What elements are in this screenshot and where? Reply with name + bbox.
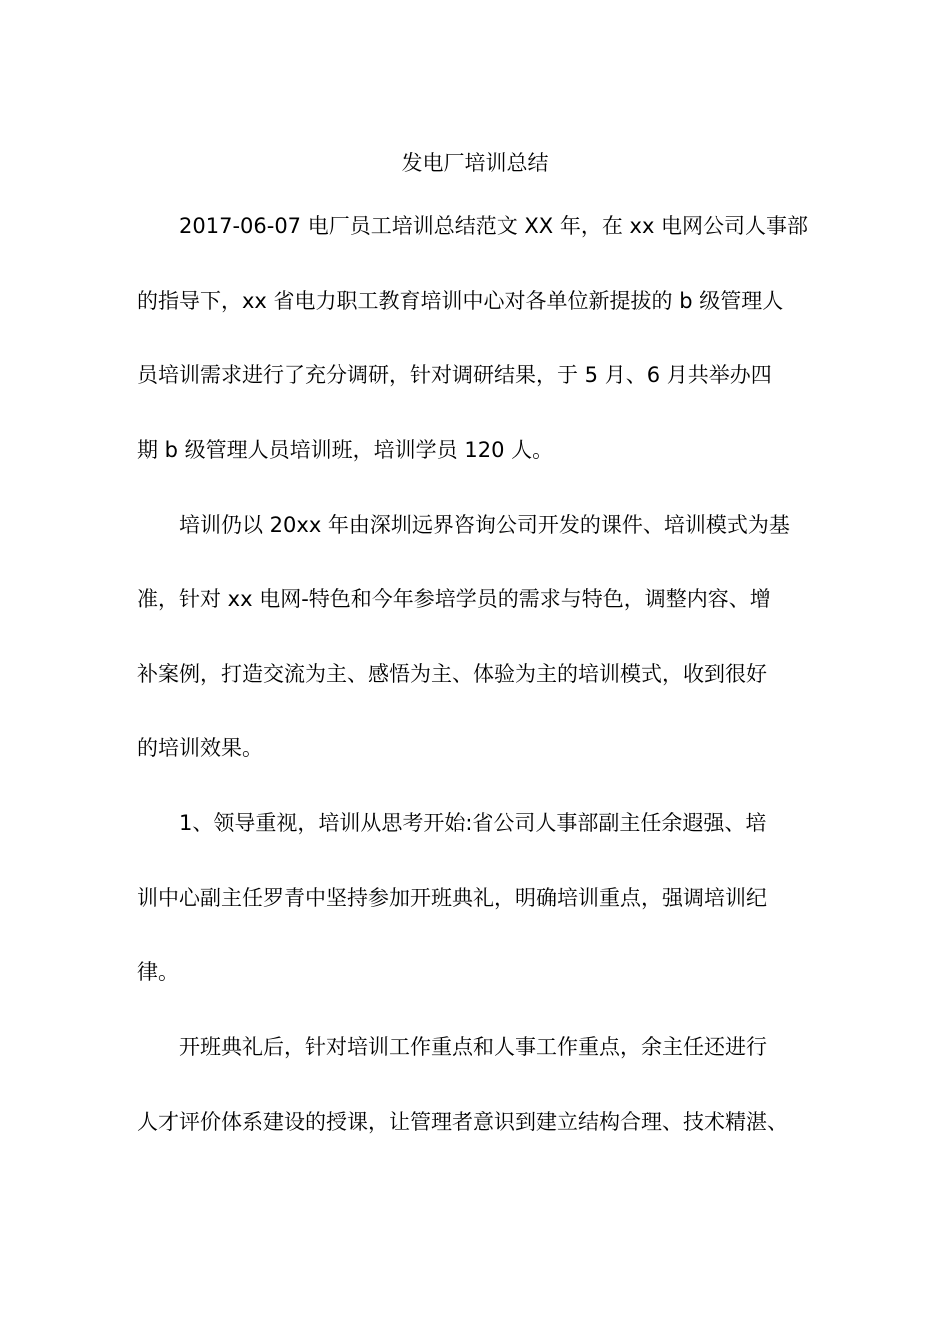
paragraph-line: 人才评价体系建设的授课，让管理者意识到建立结构合理、技术精湛、 (137, 1110, 788, 1134)
paragraph-line: 员培训需求进行了充分调研，针对调研结果，于 5 月、6 月共举办四 (137, 363, 772, 387)
paragraph-line: 训中心副主任罗青中坚持参加开班典礼，明确培训重点，强调培训纪 (137, 886, 767, 910)
paragraph-line: 律。 (137, 960, 179, 984)
paragraph-line: 准，针对 xx 电网-特色和今年参培学员的需求与特色，调整内容、增 (137, 587, 771, 611)
paragraph-line: 的指导下，xx 省电力职工教育培训中心对各单位新提拔的 b 级管理人 (137, 289, 784, 313)
paragraph-line: 2017-06-07 电厂员工培训总结范文 XX 年，在 xx 电网公司人事部 (179, 214, 809, 238)
paragraph-line: 补案例，打造交流为主、感悟为主、体验为主的培训模式，收到很好 (137, 662, 767, 686)
document-title: 发电厂培训总结 (401, 151, 549, 175)
paragraph-line: 的培训效果。 (137, 736, 263, 760)
paragraph-line: 开班典礼后，针对培训工作重点和人事工作重点，余主任还进行 (179, 1035, 767, 1059)
paragraph-line: 1、领导重视，培训从思考开始:省公司人事部副主任余遐强、培 (179, 811, 767, 835)
paragraph-line: 培训仍以 20xx 年由深圳远界咨询公司开发的课件、培训模式为基 (179, 513, 790, 537)
paragraph-line: 期 b 级管理人员培训班，培训学员 120 人。 (137, 438, 554, 462)
